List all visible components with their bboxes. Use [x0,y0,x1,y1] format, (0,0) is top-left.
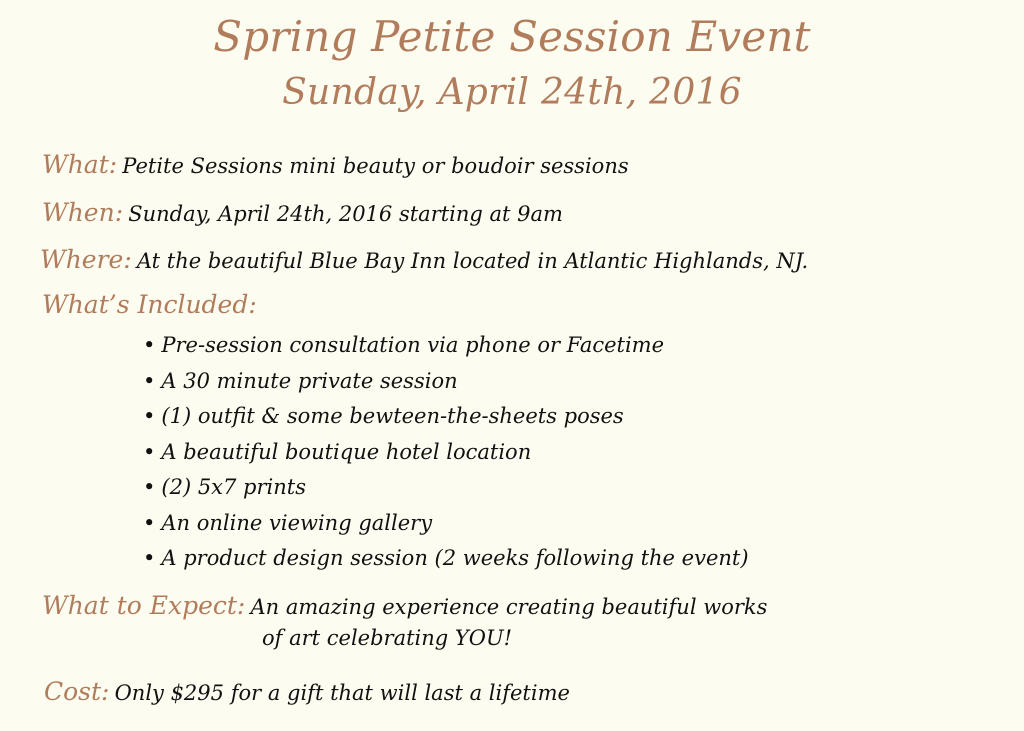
when-value: Sunday, April 24th, 2016 starting at 9am [128,202,563,226]
list-item [143,364,749,400]
list-item-text: (2) 5x7 prints [161,475,306,499]
list-item [143,541,749,577]
included-list [143,328,749,577]
detail-cost [44,677,570,706]
expect-value-line2: of art celebrating YOU! [262,626,513,650]
included-label: What’s Included: [42,290,257,319]
cost-label: Cost: [44,677,110,706]
event-date: Sunday, April 24th, 2016 [282,72,742,113]
list-item [143,506,749,542]
list-item [143,470,749,506]
list-item [143,399,749,435]
bullet-icon: • [143,333,156,357]
bullet-icon: • [143,404,156,428]
bullet-icon: • [143,546,156,570]
detail-included [42,290,257,319]
list-item-text: A product design session (2 weeks following the event) [161,546,749,570]
what-value: Petite Sessions mini beauty or boudoir sessions [122,154,629,178]
list-item-text: (1) outfit & some bewteen-the-sheets poses [161,404,624,428]
bullet-icon: • [143,439,156,464]
list-item-text: A beautiful boutique hotel location [161,439,532,464]
list-item-text: A 30 minute private session [161,368,458,393]
when-label: When: [42,198,124,227]
bullet-icon: • [143,368,156,393]
bullet-icon: • [143,475,156,499]
where-value: At the beautiful Blue Bay Inn located in Atlantic Highlands, NJ. [136,249,809,273]
detail-where [40,245,808,274]
expect-label: What to Expect: [42,591,246,620]
what-label: What: [42,150,118,179]
detail-what [42,150,629,179]
list-item [143,435,749,471]
list-item-text: An online viewing gallery [161,510,433,535]
expect-value-line1: An amazing experience creating beautiful works [250,595,768,619]
cost-value: Only $295 for a gift that will last a lifetime [114,681,570,705]
list-item-text: Pre-session consultation via phone or Facetime [161,333,665,357]
where-label: Where: [40,245,132,274]
bullet-icon: • [143,510,156,535]
list-item [143,328,749,364]
detail-when [42,198,563,227]
page-title: Spring Petite Session Event [213,12,811,61]
detail-expect [42,591,767,620]
